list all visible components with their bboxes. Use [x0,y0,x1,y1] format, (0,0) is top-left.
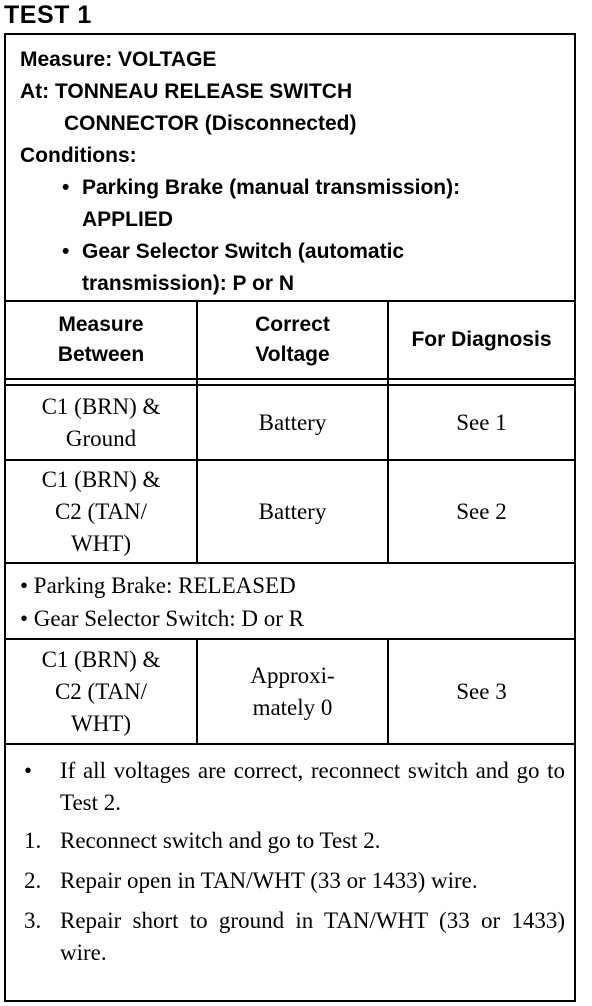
conditions-label: Conditions: [20,144,137,167]
at-line-continued: CONNECTOR (Disconnected) [64,112,357,135]
note-item: 2. Repair open in TAN/WHT (33 or 1433) wire. [24,868,478,893]
table-row-1-voltage: Battery [258,409,327,435]
mid-conditions: • Parking Brake: RELEASED • Gear Selector Switch: D or R [20,573,304,631]
divider [6,378,574,380]
note-item: 3. Repair short to ground in TAN/WHT (33 or 1433) wire. [24,908,565,965]
notes-section [20,755,565,969]
test-box [4,33,576,1002]
condition-bullet: • Parking Brake (manual transmission): APPLIED [20,172,565,236]
test-title: TEST 1 [4,1,92,29]
header-correct-voltage: Correct Voltage [255,313,330,366]
header-measure-between: Measure Between [57,313,145,366]
header-for-diagnosis: For Diagnosis [411,328,552,351]
divider [6,743,574,745]
note-item: 1. Reconnect switch and go to Test 2. [24,828,381,853]
table-row-2-voltage: Battery [258,498,327,524]
at-line: At: TONNEAU RELEASE SWITCH [20,80,353,103]
table-row-3-voltage: Approxi- mately 0 [250,662,335,720]
table-row-3-between: C1 (BRN) & C2 (TAN/ WHT) [41,646,161,736]
bullet-icon: • [62,176,70,199]
table-row-2-between: C1 (BRN) & C2 (TAN/ WHT) [41,466,161,556]
table-row-1-diagnosis: See 1 [456,409,507,435]
table-row-3-diagnosis: See 3 [456,678,507,704]
table-row-2-diagnosis: See 2 [456,498,507,524]
bullet-icon: • [24,758,33,783]
condition-bullet: • Gear Selector Switch (automatic transmission): P or N [20,236,565,300]
table-row-1-between: C1 (BRN) & Ground [41,393,161,451]
measure-line: Measure: VOLTAGE [20,48,217,71]
bullet-icon: • [62,240,70,263]
divider [6,562,574,564]
note-item: • If all voltages are correct, reconnect switch and go to Test 2. [20,755,565,819]
conditions-section [20,44,565,300]
